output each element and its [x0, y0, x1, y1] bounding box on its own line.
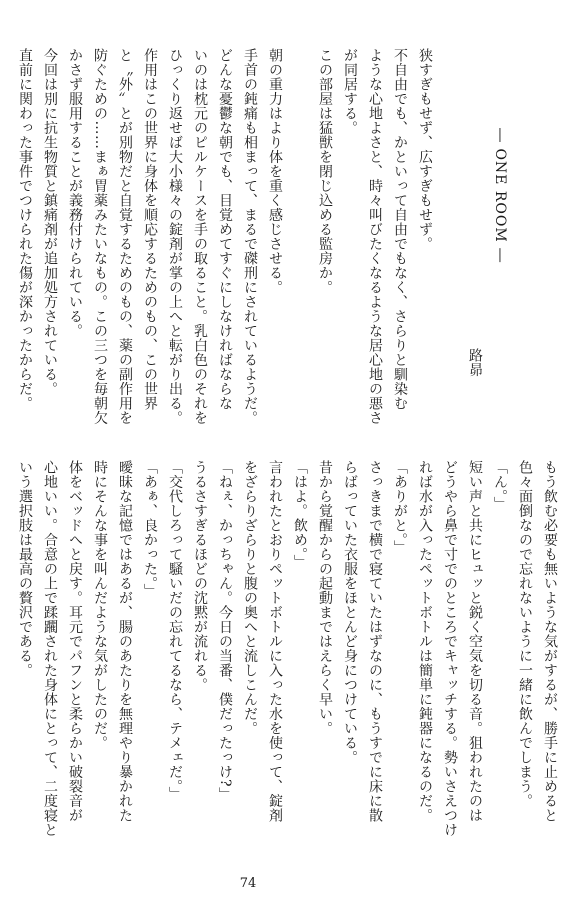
text-column: が同居する。 [342, 48, 358, 135]
text-column: 「交代しろって騒いだの忘れてるなら、テメェだ。」 [167, 460, 183, 801]
text-column: 「ねぇ、かっちゃん。今日の当番、僕だったっけ?」 [217, 460, 233, 802]
text-column: をざらりざらりと腹の奥へと流しこんだ。 [242, 460, 258, 736]
text-column: どんな憂鬱な朝でも、目覚めてすぐにしなければならな [217, 48, 233, 411]
text-column: 「あぁ、良かった。」 [142, 460, 158, 598]
text-column: うるさすぎるほどの沈黙が流れる。 [192, 460, 208, 692]
text-column: 狭すぎもせず、広すぎもせず。 [417, 48, 433, 251]
text-column: もう飲む必要も無いような気がするが、勝手に止めると [542, 460, 558, 823]
story-title: ― ONE ROOM ― [492, 128, 508, 264]
text-column: さっきまで横で寝ていたはずなのに、もうすでに床に散 [367, 460, 383, 823]
text-column: 心地いい。合意の上で蹂躙された身体にとって、二度寝と [42, 460, 58, 837]
text-column: 短い声と共にヒュッと鋭く空気を切る音。狙われたのは [467, 460, 483, 823]
author-name: 路昴 [467, 348, 483, 377]
text-column: 色々面倒なので忘れないように一緒に飲んでしまう。 [517, 460, 533, 808]
text-column: 言われたとおりペットボトルに入った水を使って、錠剤 [267, 460, 283, 823]
text-column: この部屋は猛獣を閉じ込める監房か。 [317, 48, 333, 295]
text-column: 昔から覚醒からの起動まではえらく早い。 [317, 460, 333, 736]
column-gap [437, 48, 462, 428]
page-number: 74 [239, 876, 257, 891]
lower-text-block [12, 460, 562, 870]
text-column: いのは枕元のピルケースを手の取ること。乳白色のそれを [192, 48, 208, 425]
text-column: 朝の重力はより体を重く感じさせる。 [267, 48, 283, 295]
text-column: 「ん。」 [492, 460, 508, 511]
text-column: 曖昧な記憶ではあるが、腸のあたりを無理やり暴かれた [117, 460, 133, 823]
text-column: と〝外〟とが別物だと自覚するためのもの、薬の副作用を [117, 48, 133, 425]
text-column: 時にそんな事を叫んだような気がしたのだ。 [92, 460, 108, 750]
text-column: どうやら鼻で寸でのところでキャッチする。勢いさえつけ [442, 460, 458, 837]
upper-text-block [12, 48, 512, 428]
text-column: ような心地よさと、時々叫びたくなるような居心地の悪さ [367, 48, 383, 425]
text-column: 作用はこの世界に身体を順応するためのもの、この世界 [142, 48, 158, 411]
text-column: 今回は別に抗生物質と鎮痛剤が追加処方されている。 [42, 48, 58, 396]
text-column: ひっくり返せば大小様々の錠剤が掌の上へと転がり出る。 [167, 48, 183, 425]
text-column: 防ぐための……まぁ胃薬みたいなもの。この三つを毎朝欠 [92, 48, 108, 425]
text-column: れば水が入ったペットボトルは簡単に鈍器になるのだ。 [417, 460, 433, 823]
text-column: かさず服用することが義務付けられている。 [67, 48, 83, 338]
text-column: 「ありがと。」 [392, 460, 408, 555]
text-column: 不自由でも、かといって自由でもなく、さらりと馴染む [392, 48, 408, 411]
text-column: らばっていた衣服をほとんど身につけている。 [342, 460, 358, 765]
text-column: いう選択肢は最高の贅沢である。 [17, 460, 33, 678]
text-column: 手首の鈍痛も相まって、まるで磔刑にされているようだ。 [242, 48, 258, 425]
text-column: 直前に関わった事件でつけられた傷が深かったからだ。 [17, 48, 33, 411]
text-column: 「はよ。飲め。」 [292, 460, 308, 569]
column-gap [287, 48, 312, 428]
text-column: 体をベッドへと戻す。耳元でパフンと柔らかい破裂音が [67, 460, 83, 823]
